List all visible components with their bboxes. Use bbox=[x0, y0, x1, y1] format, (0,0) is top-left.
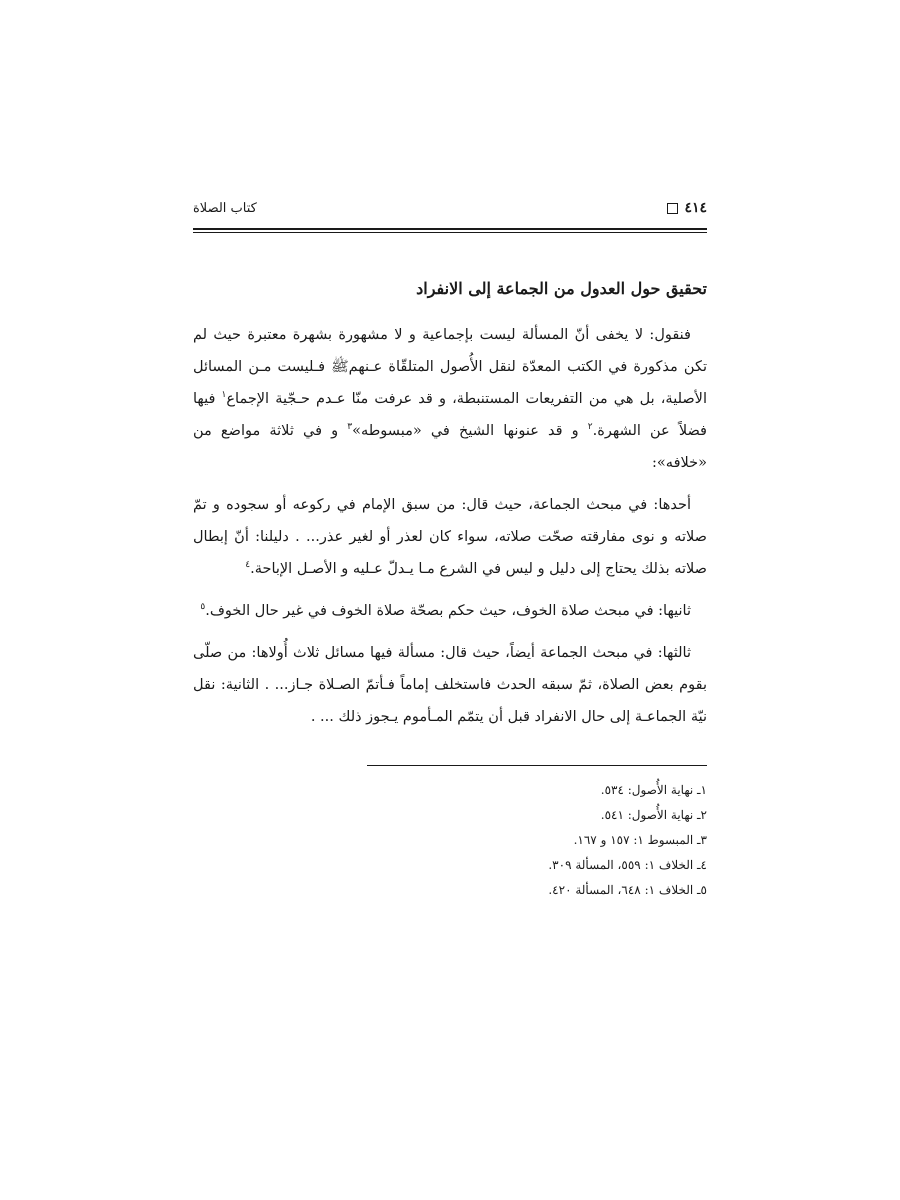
paragraph-intro bbox=[193, 319, 707, 479]
paragraph-text: أحدها: في مبحث الجماعة، حيث قال: من سبق الإمام في ركوعه أو سجوده و تمّ صلاته و نوى مفارقته صحّت صلاته، سواء كان لعذر أو لغير عذر... . دليلنا: أنّ إبطال صلاته بذلك يحتاج إلى دليل و ليس في الشرع مـا يـدلّ عـليه و الأصـل الإباحة. bbox=[193, 497, 707, 577]
page-number-block bbox=[667, 200, 707, 216]
header-rule-thick bbox=[193, 228, 707, 230]
footnote-item: ١ـ نهاية الأُصول: ٥٣٤. bbox=[600, 783, 707, 797]
footnote-divider bbox=[367, 765, 707, 766]
paragraph-first-place bbox=[193, 489, 707, 585]
footnote-ref[interactable]: ٤ bbox=[245, 560, 251, 571]
header-rule-thin bbox=[193, 232, 707, 233]
footnotes bbox=[193, 778, 707, 903]
footnote-item: ٤ـ الخلاف ١: ٥٥٩، المسألة ٣٠٩. bbox=[548, 858, 707, 872]
book-page bbox=[193, 196, 707, 903]
footnote-item: ٢ـ نهاية الأُصول: ٥٤١. bbox=[600, 808, 707, 822]
square-box-icon bbox=[667, 203, 678, 214]
section-title: تحقيق حول العدول من الجماعة إلى الانفراد bbox=[416, 279, 707, 298]
paragraph-second-place bbox=[193, 595, 707, 627]
paragraph-text: و في ثلاثة مواضع من «خلافه»: bbox=[193, 423, 707, 471]
footnote-ref[interactable]: ١ bbox=[221, 390, 227, 401]
paragraph-text: فيها فضلاً عن الشهرة. bbox=[193, 391, 707, 439]
paragraph-text: و قد عنونها الشيخ في «مبسوطه» bbox=[352, 423, 588, 439]
footnote-ref[interactable]: ٥ bbox=[200, 602, 206, 613]
footnote-item: ٥ـ الخلاف ١: ٦٤٨، المسألة ٤٢٠. bbox=[548, 883, 707, 897]
book-title: كتاب الصلاة bbox=[193, 200, 257, 216]
footnote-ref[interactable]: ٢ bbox=[587, 422, 593, 433]
paragraph-text: ثانيها: في مبحث صلاة الخوف، حيث حكم بصحّة صلاة الخوف في غير حال الخوف. bbox=[205, 603, 691, 619]
paragraph-text: فنقول: لا يخفى أنّ المسألة ليست بإجماعية و لا مشهورة بشهرة معتبرة حيث لم تكن مذكورة في الكتب المعدّة لنقل الأُصول المتلقّاة عـنهمﷺ فـليست مـن المسائل الأصلية، بل هي من التفريعات المستنبطة، و قد عرفت منّا عـدم حـجّية الإجماع bbox=[193, 327, 707, 407]
footnote-ref[interactable]: ٣ bbox=[347, 422, 353, 433]
paragraph-third-place: ثالثها: في مبحث الجماعة أيضاً، حيث قال: مسألة فيها مسائل ثلاث أُولاها: من صلّى بقوم بعض الصلاة، ثمّ سبقه الحدث فاستخلف إماماً فـأتمّ الصـلاة جـاز... . الثانية: نقل نيّة الجماعـة إلى حال الانفراد قبل أن يتمّم المـأموم يـجوز ذلك ... . bbox=[193, 645, 707, 725]
footnote-item: ٣ـ المبسوط ١: ١٥٧ و ١٦٧. bbox=[573, 833, 707, 847]
running-header bbox=[193, 196, 707, 220]
page-number: ٤١٤ bbox=[684, 200, 707, 216]
